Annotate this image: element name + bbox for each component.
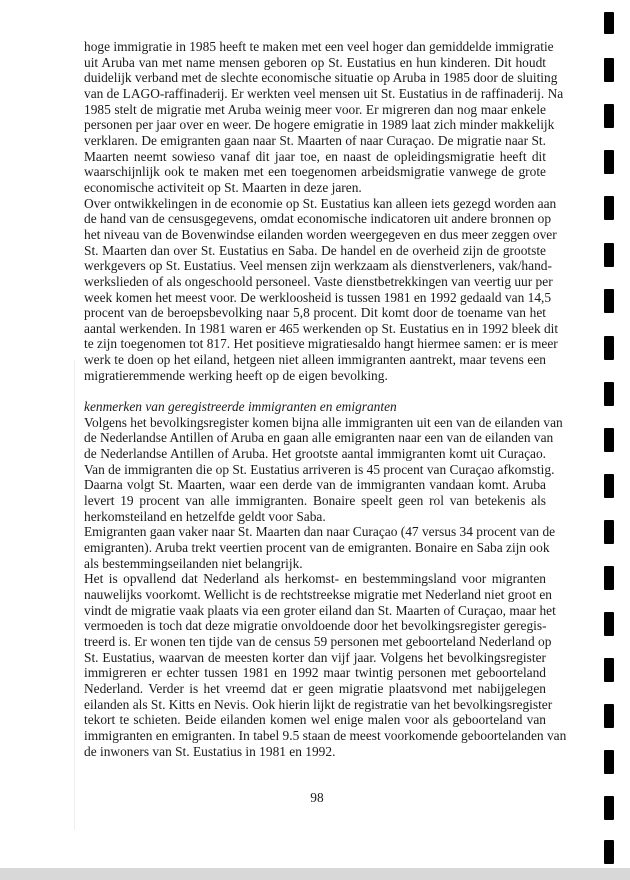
text-line: het niveau van de Bovenwindse eilanden worden weergegeven en dus meer zeggen over xyxy=(84,226,557,242)
text-line: economische activiteit op St. Maarten in deze jaren. xyxy=(84,179,362,195)
text-line: Over ontwikkelingen in de economie op St. Eustatius kan alleen iets gezegd worden aan xyxy=(84,195,557,211)
text-line: waarschijnlijk ook te maken met een toegenomen arbeidsmigratie vanwege de grote xyxy=(84,164,546,180)
text-line: St. Eustatius, waarvan de meesten korter dan vijf jaar. Volgens het bevolkingsregister xyxy=(84,649,546,665)
paragraph-2 xyxy=(84,195,559,384)
text-line: Maarten neemt sowieso vanaf dit jaar toe, en naast de opleidingsmigratie heeft dit xyxy=(84,148,546,164)
text-line: St. Maarten dan over St. Eustatius en Saba. De handel en de overheid zijn de grootste xyxy=(84,242,546,258)
text-line: migratieremmende werking heeft op de eigen bevolking. xyxy=(84,367,388,383)
section-heading: kenmerken van geregistreerde immigranten en emigranten xyxy=(84,399,397,415)
text-line: werkgevers op St. Eustatius. Veel mensen zijn werkzaam als dienstverleners, vak/hand- xyxy=(84,258,552,274)
binder-mark xyxy=(604,750,614,774)
text-line: aantal werkenden. In 1981 waren er 465 werkenden op St. Eustatius en in 1992 bleek dit xyxy=(84,320,559,336)
binder-mark xyxy=(604,520,614,544)
binder-mark xyxy=(604,796,614,820)
text-line: immigranten en emigranten. In tabel 9.5 staan de meest voorkomende geboortelanden van xyxy=(84,727,567,743)
text-line: Volgens het bevolkingsregister komen bijna alle immigranten uit een van de eilanden van xyxy=(84,414,563,430)
text-line: de Nederlandse Antillen of Aruba en gaan alle emigranten naar een van de eilanden van xyxy=(84,430,554,446)
binder-mark xyxy=(604,289,614,313)
text-line: levert 19 procent van alle immigranten. Bonaire speelt geen rol van betekenis als xyxy=(84,493,546,509)
text-line: de hand van de censusgegevens, omdat economische indicatoren uit andere bronnen op xyxy=(84,211,552,227)
binder-mark xyxy=(604,428,614,452)
text-line: de Nederlandse Antillen of Aruba. Het grootste aantal immigranten komt uit Curaçao. xyxy=(84,446,546,462)
text-line: treerd is. Er wonen ten tijde van de census 59 personen met geboorteland Nederland op xyxy=(84,633,552,649)
text-line: tekort te schieten. Beide eilanden komen wel enige malen voor als geboorteland van xyxy=(84,712,546,728)
binder-mark xyxy=(604,336,614,360)
text-line: week komen het meest voor. De werkloosheid is tussen 1981 en 1992 gedaald van 14,5 xyxy=(84,289,552,305)
scan-margin-line xyxy=(74,360,75,830)
text-line: immigreren er echter tussen 1981 en 1992 maar twintig personen met geboorteland xyxy=(84,665,546,681)
text-line: hoge immigratie in 1985 heeft te maken met een veel hoger dan gemiddelde immigratie xyxy=(84,39,554,54)
text-line: Emigranten gaan vaker naar St. Maarten dan naar Curaçao (47 versus 34 procent van de xyxy=(84,524,556,540)
binder-mark xyxy=(604,840,614,864)
binder-mark xyxy=(604,612,614,636)
binder-mark xyxy=(604,58,614,82)
text-line: duidelijk verband met de slechte economische situatie op Aruba in 1985 door de sluiting xyxy=(84,70,558,86)
page-number: 98 xyxy=(310,790,324,805)
blank-line xyxy=(84,383,546,399)
binder-mark xyxy=(604,474,614,498)
text-line: als bestemmingseilanden niet belangrijk. xyxy=(84,555,303,571)
text-line: uit Aruba van met name mensen geboren op St. Eustatius en hun kinderen. Dit houdt xyxy=(84,54,546,70)
text-line: personen per jaar over en weer. De hogere emigratie in 1989 laat zich minder makkelijk xyxy=(84,117,555,133)
binder-mark xyxy=(604,566,614,590)
body-text xyxy=(84,39,567,759)
binder-mark xyxy=(604,150,614,174)
text-line: nauwelijks voorkomt. Wellicht is de rechtstreekse migratie met Nederland niet groot en xyxy=(84,586,552,602)
text-line: Daarna volgt St. Maarten, waar een derde van de immigranten vandaan komt. Aruba xyxy=(84,477,546,493)
binder-mark xyxy=(604,196,614,220)
text-line: verklaren. De emigranten gaan naar St. Maarten of naar Curaçao. De migratie naar St. xyxy=(84,132,546,148)
paragraph-4 xyxy=(84,524,556,571)
text-line: 1985 stelt de migratie met Aruba weinig meer voor. Er migreren dan nog maar enkele xyxy=(84,101,546,117)
text-line: Het is opvallend dat Nederland als herkomst- en bestemmingsland voor migranten xyxy=(84,571,546,587)
binder-mark xyxy=(604,382,614,406)
binder-mark xyxy=(604,704,614,728)
text-line: te zijn toegenomen tot 817. Het positieve migratiesaldo hangt hiermee samen: er is meer xyxy=(84,336,558,352)
text-line: Nederland. Verder is het vreemd dat er geen migratie plaatsvond met nabijgelegen xyxy=(84,680,546,696)
binder-mark xyxy=(604,12,614,34)
binder-mark xyxy=(604,104,614,128)
binder-mark xyxy=(604,243,614,267)
paragraph-1 xyxy=(84,39,564,196)
page-edge xyxy=(0,868,630,880)
text-line: emigranten). Aruba trekt veertien procent van de emigranten. Bonaire en Saba zijn ook xyxy=(84,539,550,555)
text-line: procent van de beroepsbevolking naar 5,8 procent. Dit komt door de toename van het xyxy=(84,305,546,321)
text-line: vindt de migratie vaak plaats via een groter eiland dan St. Maarten of Curaçao, maar het xyxy=(84,602,556,618)
text-line: van de LAGO-raffinaderij. Er werkten veel mensen uit St. Eustatius in de raffinaderij. Na xyxy=(84,85,564,101)
text-line: de inwoners van St. Eustatius in 1981 en 1992. xyxy=(84,743,336,759)
text-line: Van de immigranten die op St. Eustatius arriveren is 45 procent van Curaçao afkomstig. xyxy=(84,461,555,477)
text-line: vermoeden is toch dat deze migratie onvoldoende door het bevolkingsregister geregis- xyxy=(84,618,547,634)
text-line: werkslieden of als ongeschoold personeel. Vaste dienstbetrekkingen van veertig uur per xyxy=(84,273,553,289)
binder-mark xyxy=(604,658,614,682)
text-line: herkomsteiland en hetzelfde geldt voor Saba. xyxy=(84,508,326,524)
text-line: werk te doen op het eiland, hetgeen niet alleen immigranten aantrekt, maar tevens een xyxy=(84,352,546,368)
paragraph-5 xyxy=(84,571,567,759)
text-line: eilanden als St. Kitts en Nevis. Ook hierin lijkt de registratie van het bevolkingsregister xyxy=(84,696,553,712)
paragraph-3 xyxy=(84,414,563,525)
